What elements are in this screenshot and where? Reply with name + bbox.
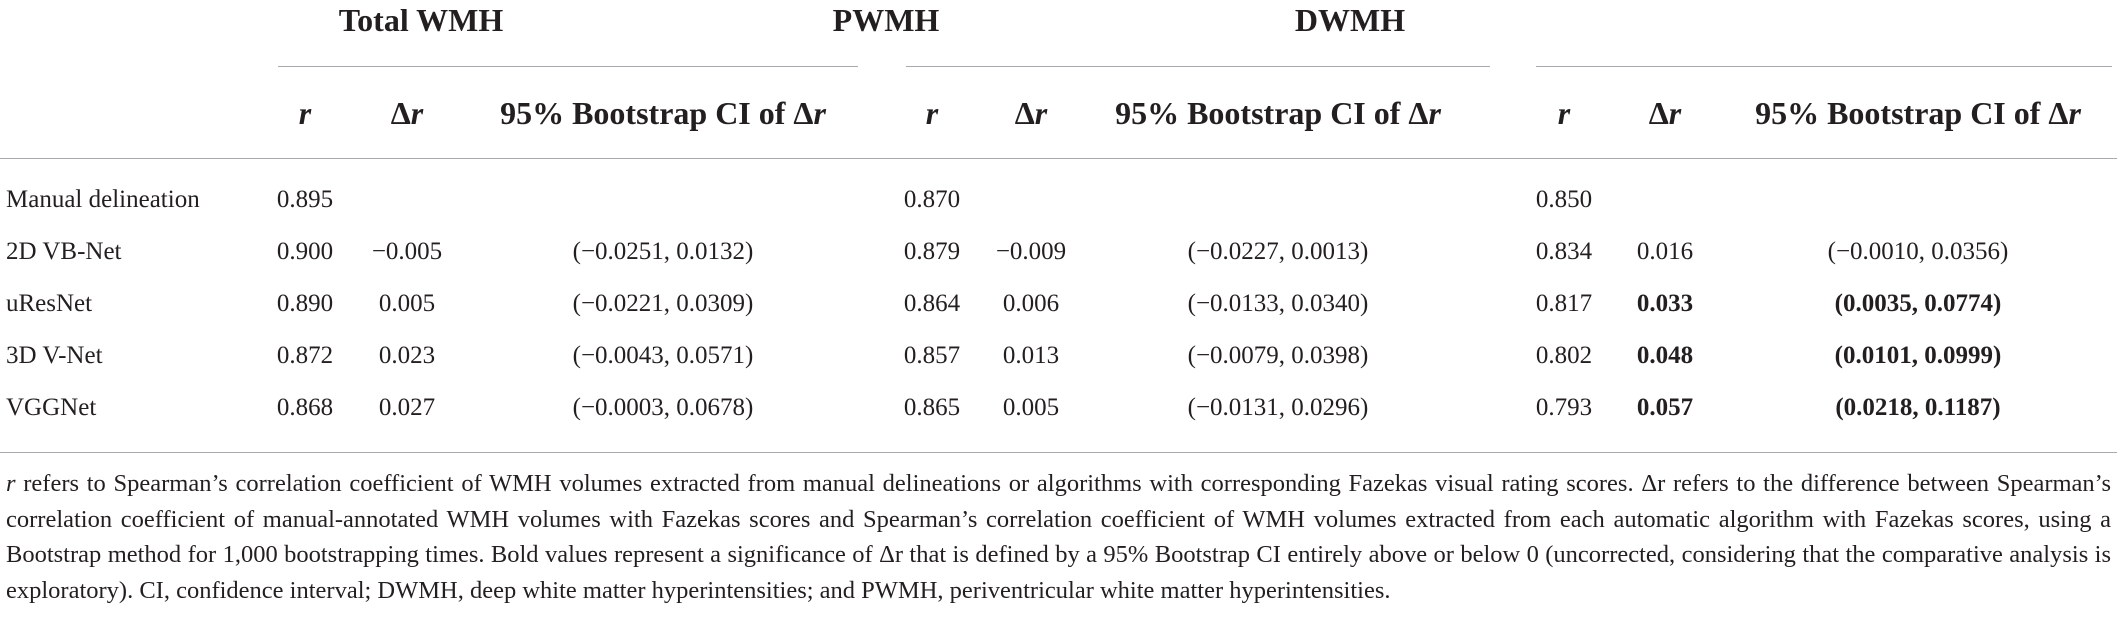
table-cell: 0.864	[903, 290, 961, 317]
footnote-text-3: that is defined by a 95% Bootstrap CI entirely above or below 0 (uncorrected, considering that the comparative analysis is exploratory). CI, confidence interval; DWMH, deep white matter hyperintensities; and PWMH, periventricular white matter hyperintensities.	[6, 541, 2112, 604]
table-cell: 0.895	[276, 186, 334, 213]
footnote-text-1: refers to Spearman’s correlation coefficient of WMH volumes extracted from manual delineations or algorithms with corresponding Fazekas visual rating scores.	[15, 470, 1642, 497]
column-header-ci: 95% Bootstrap CI of Δr	[500, 95, 826, 131]
row-label: uResNet	[6, 290, 93, 317]
table-cell: (−0.0003, 0.0678)	[572, 394, 754, 421]
table-cell: 0.802	[1535, 342, 1593, 369]
table-cell: 0.868	[276, 394, 334, 421]
table-cell: 0.793	[1535, 394, 1593, 421]
table-cell: (−0.0221, 0.0309)	[572, 290, 754, 317]
column-header-delta-r: Δr	[390, 95, 424, 131]
header-rule	[0, 158, 2117, 159]
bottom-rule	[0, 452, 2117, 453]
table-cell: 0.048	[1636, 342, 1694, 369]
column-header-delta-r: Δr	[1014, 95, 1048, 131]
table-cell: 0.817	[1535, 290, 1593, 317]
column-header-r: r	[1557, 95, 1571, 131]
table-cell: 0.890	[276, 290, 334, 317]
group-header-total-wmh: Total WMH	[338, 2, 504, 38]
group-underline	[906, 66, 1490, 67]
table-cell: −0.009	[995, 238, 1067, 265]
table-footnote	[6, 466, 2111, 608]
column-header-delta-r: Δr	[1648, 95, 1682, 131]
table-cell: 0.005	[1002, 394, 1060, 421]
table-cell: (−0.0131, 0.0296)	[1187, 394, 1369, 421]
row-label: VGGNet	[6, 394, 97, 421]
table-cell: 0.872	[276, 342, 334, 369]
group-header-dwmh: DWMH	[1294, 2, 1406, 38]
table-cell: (−0.0227, 0.0013)	[1187, 238, 1369, 265]
table-cell: 0.027	[378, 394, 436, 421]
table-cell: (−0.0133, 0.0340)	[1187, 290, 1369, 317]
table-cell: 0.900	[276, 238, 334, 265]
table-cell: 0.013	[1002, 342, 1060, 369]
table-cell: 0.879	[903, 238, 961, 265]
column-header-r: r	[298, 95, 312, 131]
footnote-delta-symbol-2: Δr	[879, 541, 903, 568]
table-cell: 0.006	[1002, 290, 1060, 317]
column-header-ci: 95% Bootstrap CI of Δr	[1115, 95, 1441, 131]
table-cell: (0.0035, 0.0774)	[1834, 290, 2002, 317]
table-cell: (−0.0010, 0.0356)	[1827, 238, 2009, 265]
table-cell: 0.005	[378, 290, 436, 317]
table-cell: 0.870	[903, 186, 961, 213]
footnote-text-2: refers to the difference between Spearman’s correlation coefficient of manual-annotated WMH volumes with Fazekas scores and Spearman’s correlation coefficient of WMH volumes extracted from each automatic algorithm with Fazekas scores, using a Bootstrap method for 1,000 bootstrapping times. Bold values represent a significance of	[6, 470, 2112, 568]
row-label: 2D VB-Net	[6, 238, 122, 265]
table-cell: 0.033	[1636, 290, 1694, 317]
table-cell: 0.834	[1535, 238, 1593, 265]
column-header-r: r	[925, 95, 939, 131]
column-header-ci: 95% Bootstrap CI of Δr	[1755, 95, 2081, 131]
table-cell: 0.850	[1535, 186, 1593, 213]
group-underline	[278, 66, 858, 67]
table-cell: (−0.0043, 0.0571)	[572, 342, 754, 369]
footnote-delta-symbol: Δr	[1641, 470, 1666, 497]
table-cell: 0.016	[1636, 238, 1694, 265]
table-cell: 0.023	[378, 342, 436, 369]
table-cell: −0.005	[371, 238, 443, 265]
table-cell: 0.857	[903, 342, 961, 369]
group-header-pwmh: PWMH	[832, 2, 940, 38]
table-cell: (0.0218, 0.1187)	[1835, 394, 2001, 421]
table-cell: 0.057	[1636, 394, 1694, 421]
row-label: Manual delineation	[6, 186, 200, 213]
row-label: 3D V-Net	[6, 342, 103, 369]
footnote-r-symbol: r	[6, 470, 16, 497]
group-underline	[1536, 66, 2112, 67]
table-cell: (0.0101, 0.0999)	[1834, 342, 2002, 369]
table-cell: 0.865	[903, 394, 961, 421]
table-cell: (−0.0079, 0.0398)	[1187, 342, 1369, 369]
table-cell: (−0.0251, 0.0132)	[572, 238, 754, 265]
